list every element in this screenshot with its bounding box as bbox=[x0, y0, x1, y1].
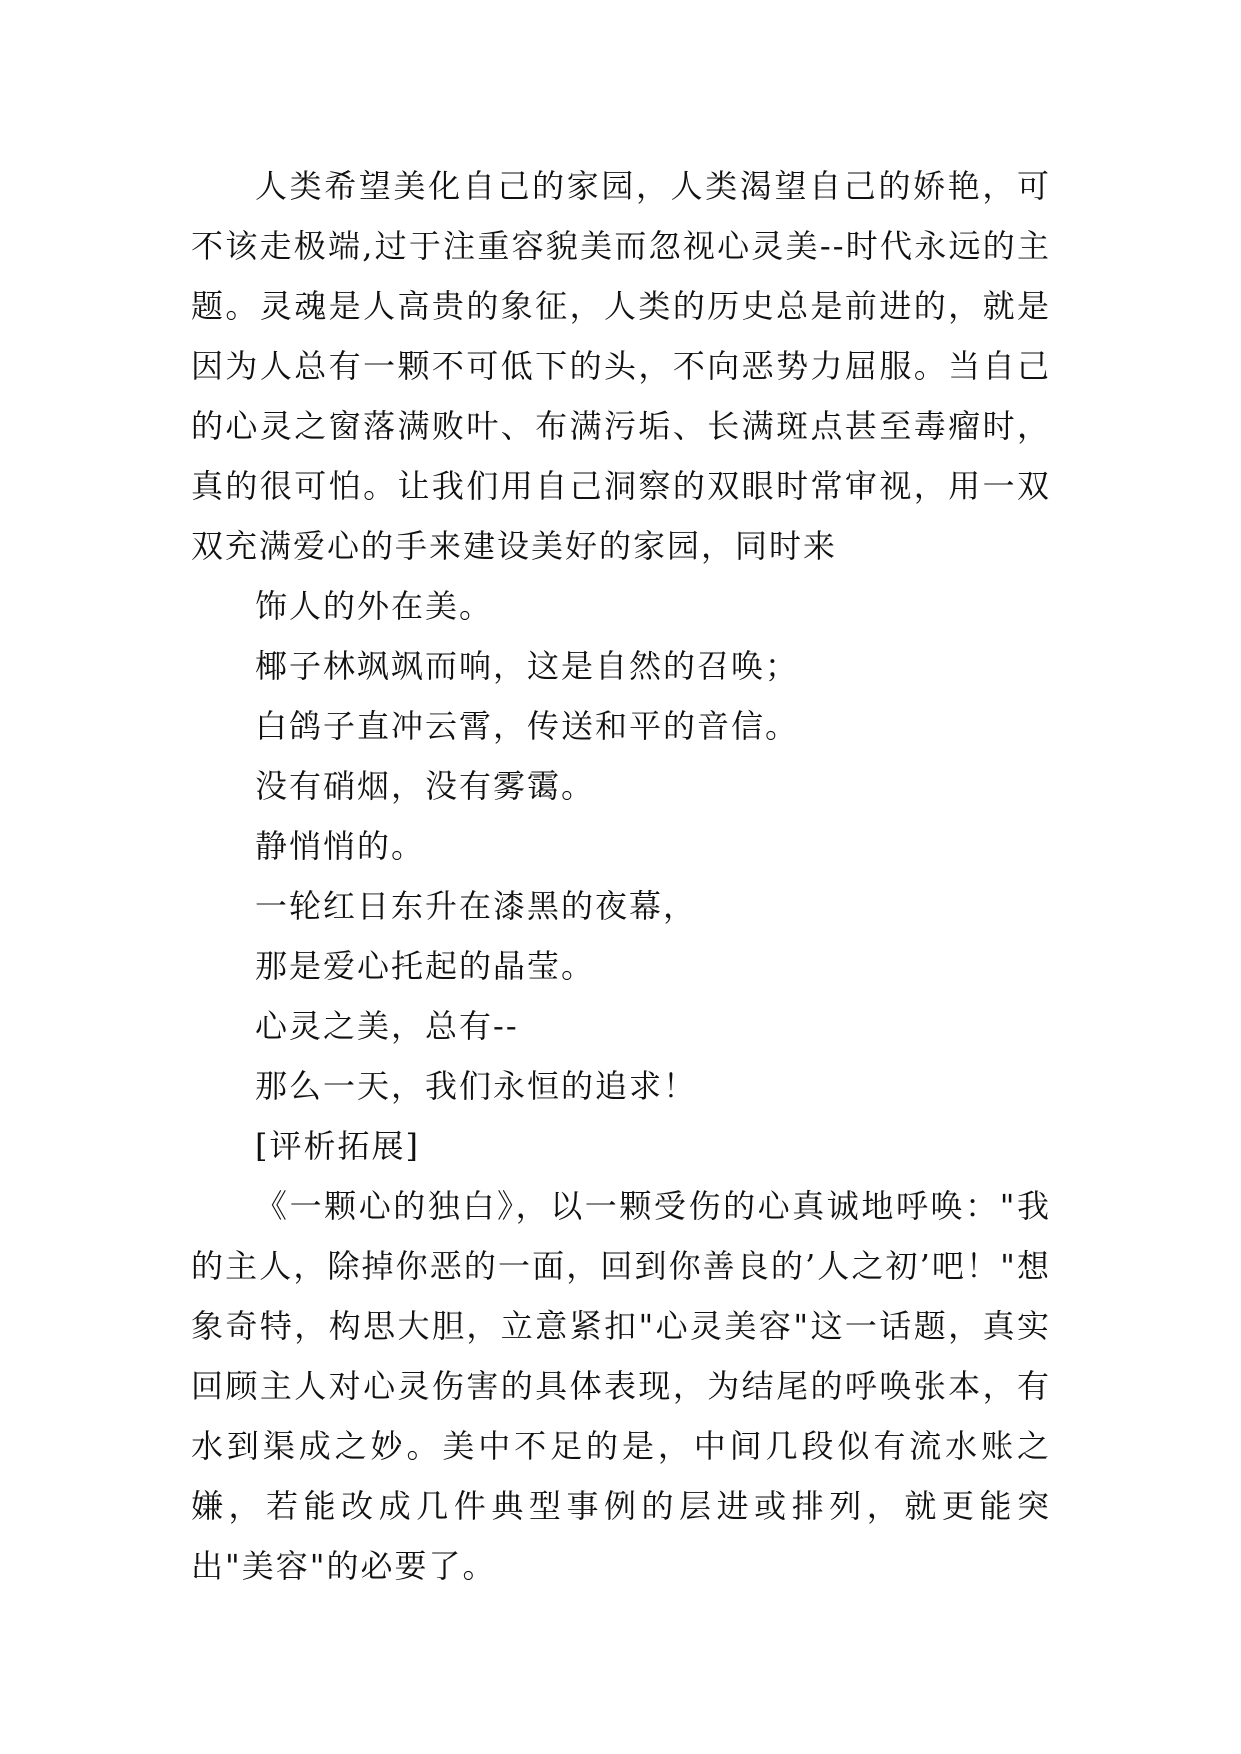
verse-line: 椰子林飒飒而响，这是自然的召唤； bbox=[255, 647, 800, 685]
verse-line: 静悄悄的。 bbox=[255, 827, 426, 865]
verse-line: 饰人的外在美。 bbox=[255, 587, 494, 625]
verse-line: 没有硝烟，没有雾霭。 bbox=[255, 767, 596, 805]
verse-line: 那么一天，我们永恒的追求！ bbox=[255, 1067, 698, 1105]
section-heading: [评析拓展] bbox=[255, 1127, 420, 1165]
verse-line: 心灵之美，总有-- bbox=[255, 1007, 519, 1045]
verse-line: 白鸽子直冲云霄，传送和平的音信。 bbox=[255, 707, 800, 745]
document-body bbox=[191, 156, 1051, 1596]
essay-paragraph: 人类希望美化自己的家园，人类渴望自己的娇艳，可不该走极端,过于注重容貌美而忽视心灵美--时代永远的主题。灵魂是人高贵的象征，人类的历史总是前进的，就是因为人总有一颗不可低下的头，不向恶势力屈服。当自己的心灵之窗落满败叶、布满污垢、长满斑点甚至毒瘤时，真的很可怕。让我们用自己洞察的双眼时常审视，用一双双充满爱心的手来建设美好的家园，同时来 bbox=[191, 167, 1051, 565]
verse-line: 那是爱心托起的晶莹。 bbox=[255, 947, 596, 985]
verse-line: 一轮红日东升在漆黑的夜幕， bbox=[255, 887, 698, 925]
commentary-paragraph: 《一颗心的独白》，以一颗受伤的心真诚地呼唤："我的主人，除掉你恶的一面，回到你善良的’人之初’吧！"想象奇特，构思大胆，立意紧扣"心灵美容"这一话题，真实回顾主人对心灵伤害的具体表现，为结尾的呼唤张本，有水到渠成之妙。美中不足的是，中间几段似有流水账之嫌，若能改成几件典型事例的层进或排列，就更能突出"美容"的必要了。 bbox=[191, 1187, 1051, 1585]
